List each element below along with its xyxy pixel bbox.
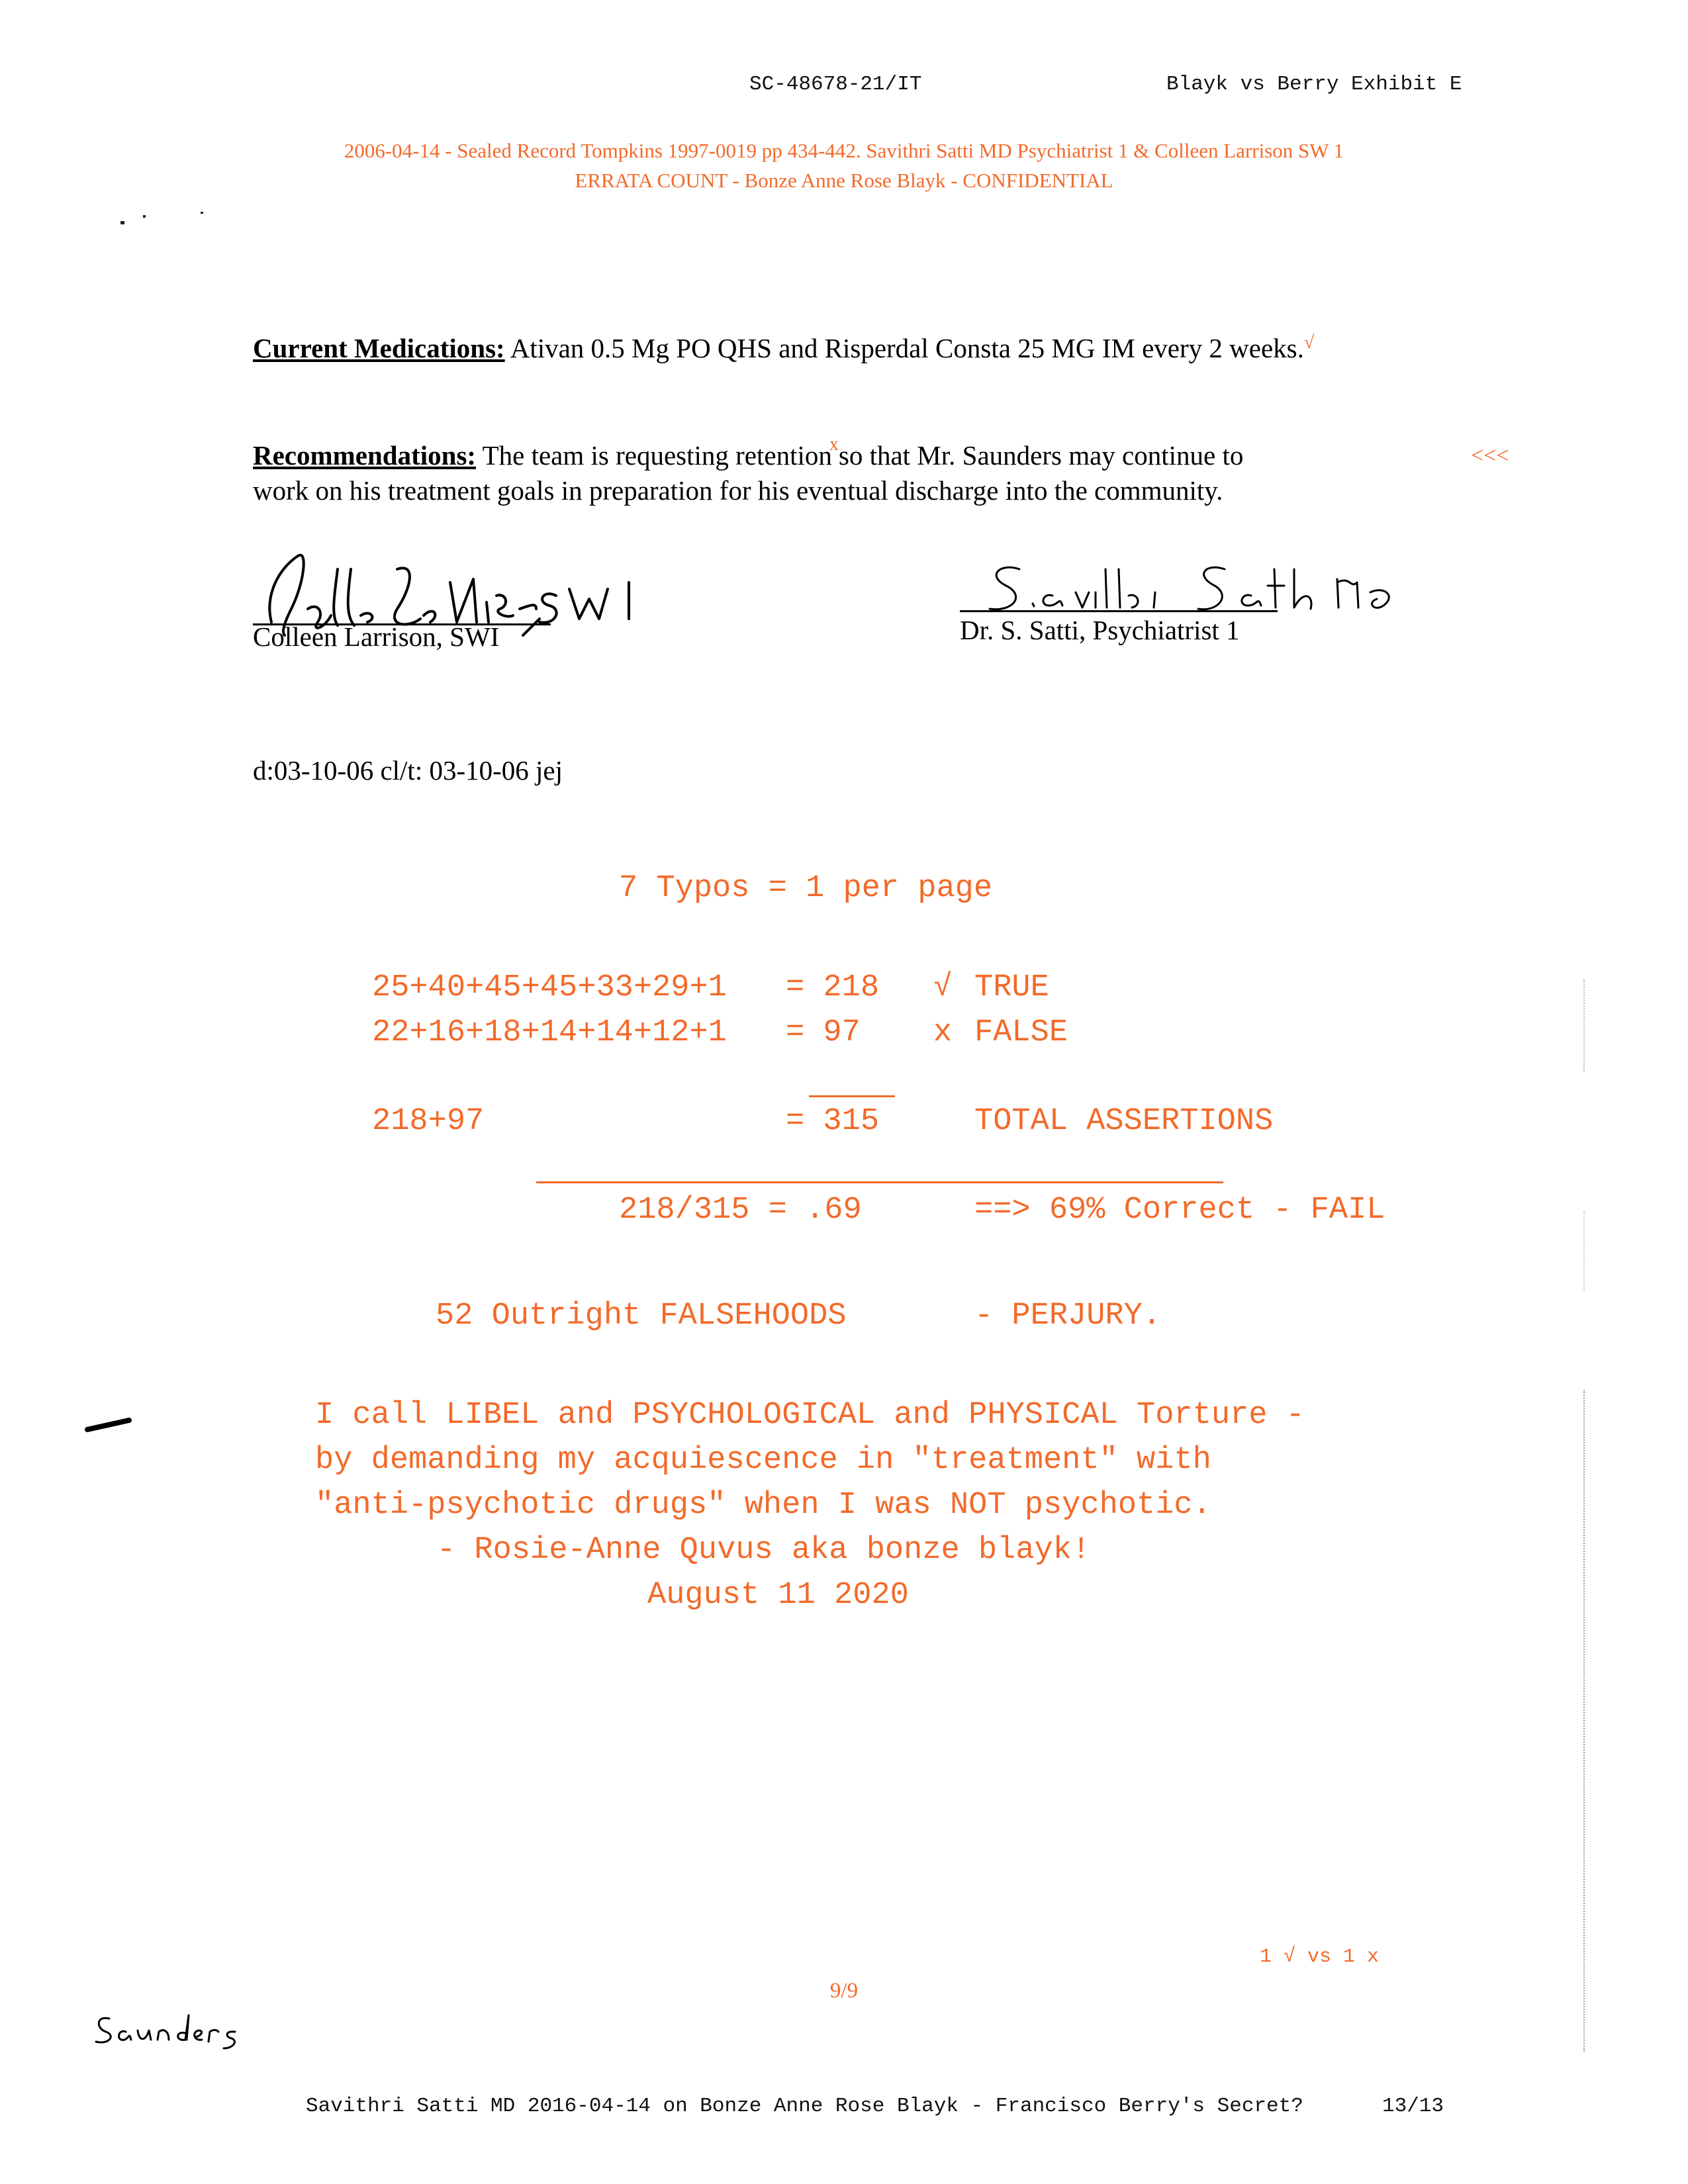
medications-label: Current Medications: xyxy=(253,333,505,363)
check-mark: √ xyxy=(1303,332,1315,353)
sum-rule xyxy=(809,1095,895,1097)
false-sum: 22+16+18+14+14+12+1 xyxy=(372,1015,727,1050)
true-label: TRUE xyxy=(974,970,1049,1005)
total-sum: 218+97 xyxy=(372,1104,485,1139)
total-value: = 315 xyxy=(786,1104,880,1139)
false-total: = 97 xyxy=(786,1015,861,1050)
recommendations-text-a: The team is requesting retention xyxy=(482,440,832,471)
case-number: SC-48678-21/IT xyxy=(749,73,922,96)
recommendations-line-1 xyxy=(253,434,1244,471)
arrow-marker: <<< xyxy=(1471,443,1509,468)
left-signer-name: Colleen Larrison, SWI xyxy=(253,621,500,652)
ratio: 218/315 = .69 xyxy=(619,1193,862,1228)
footer-page: 13/13 xyxy=(1382,2095,1444,2118)
scan-speck xyxy=(120,221,124,224)
statement-line-3: "anti-psychotic drugs" when I was NOT psychotic. xyxy=(315,1488,1211,1523)
scan-artifact xyxy=(1583,1211,1586,1291)
right-signer-name: Dr. S. Satti, Psychiatrist 1 xyxy=(960,615,1240,645)
recommendations-label: Recommendations: xyxy=(253,440,477,471)
statement-date: August 11 2020 xyxy=(647,1578,909,1613)
true-mark: √ xyxy=(933,970,953,1005)
statement-line-1: I call LIBEL and PSYCHOLOGICAL and PHYSICAL Torture - xyxy=(315,1398,1305,1433)
dictation-line: d:03-10-06 cl/t: 03-10-06 jej xyxy=(253,755,563,786)
medications-text: Ativan 0.5 Mg PO QHS and Risperdal Consta 25 MG IM every 2 weeks. xyxy=(510,333,1304,363)
statement-signature: - Rosie-Anne Quvus aka bonze blayk! xyxy=(437,1533,1091,1568)
subtitle-line-1: 2006-04-14 - Sealed Record Tompkins 1997-0019 pp 434-442. Savithri Satti MD Psychiatrist 1 & Colleen Larrison SW 1 xyxy=(344,139,1344,162)
recommendations-line-2: work on his treatment goals in preparation for his eventual discharge into the community. xyxy=(253,475,1223,506)
subtitle-line-2: ERRATA COUNT - Bonze Anne Rose Blayk - CONFIDENTIAL xyxy=(575,169,1113,192)
x-mark: x xyxy=(829,434,839,455)
right-signature-line xyxy=(960,610,1278,612)
medications-line xyxy=(253,332,1314,364)
false-label: FALSE xyxy=(974,1015,1068,1050)
scan-speck xyxy=(143,215,146,218)
exhibit-label: Blayk vs Berry Exhibit E xyxy=(1166,73,1462,96)
typos-summary: 7 Typos = 1 per page xyxy=(619,871,993,906)
perjury-label: - PERJURY. xyxy=(974,1298,1162,1334)
true-sum: 25+40+45+45+33+29+1 xyxy=(372,970,727,1005)
total-label: TOTAL ASSERTIONS xyxy=(974,1104,1274,1139)
page-number: 9/9 xyxy=(829,1979,859,2003)
ratio-result: ==> 69% Correct - FAIL xyxy=(974,1193,1385,1228)
recommendations-text-b: so that Mr. Saunders may continue to xyxy=(838,440,1244,471)
scan-artifact xyxy=(1583,1390,1586,2052)
ratio-rule xyxy=(536,1181,1223,1183)
pen-mark xyxy=(86,1415,132,1435)
footer-text: Savithri Satti MD 2016-04-14 on Bonze Anne Rose Blayk - Francisco Berry's Secret? xyxy=(306,2095,1303,2118)
scan-speck xyxy=(201,212,203,214)
false-mark: x xyxy=(933,1015,953,1050)
true-total: = 218 xyxy=(786,970,880,1005)
scan-artifact xyxy=(1583,979,1586,1072)
falsehoods-count: 52 Outright FALSEHOODS xyxy=(436,1298,847,1334)
tally: 1 √ vs 1 x xyxy=(1260,1946,1380,1968)
saunders-handwriting xyxy=(93,2012,245,2052)
statement-line-2: by demanding my acquiescence in "treatment" with xyxy=(315,1443,1211,1478)
